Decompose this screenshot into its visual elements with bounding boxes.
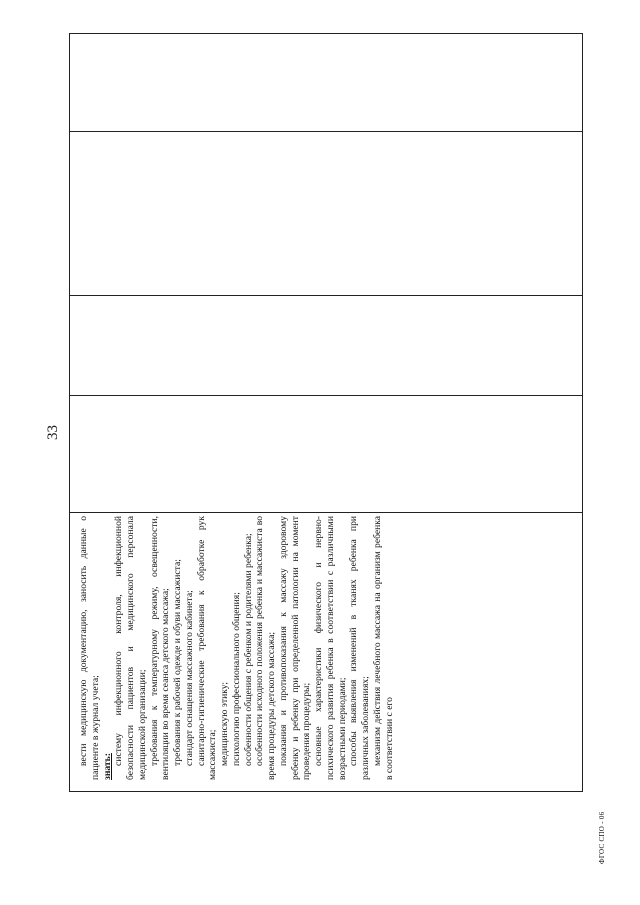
- content-line: медицинскую этику;: [219, 681, 230, 766]
- content-line: вести медицинскую документацию, заносить данные о пациенте в журнал учета;: [78, 516, 101, 780]
- footer-code: ФГОС СПО - 06: [598, 811, 606, 864]
- table-row-divider: [70, 512, 582, 513]
- content-line: основные характеристики физического и нервно-психического развития ребенка в соответствии с различными возрастными периодами;: [313, 516, 348, 780]
- content-line: стандарт оснащения массажного кабинета;: [183, 590, 195, 766]
- content-line: систему инфекционного контроля, инфекционной безопасности пациентов и медицинского персонала медицинской организации;: [113, 516, 148, 780]
- content-line: санитарно-гигиенические требования к обработке рук массажиста;: [195, 516, 219, 780]
- content-line: особенности исходного положения ребенка и массажиста во время процедуры детского массажа;: [254, 516, 277, 780]
- content-line: показания и противопоказания к массажу здоровому ребенку и ребенку при определенной патологии на момент проведения процедуры;: [277, 516, 313, 780]
- competency-description-cell: [78, 516, 574, 780]
- page-number: 33: [45, 425, 61, 440]
- content-line: особенности общения с ребенком и родителями ребенка;: [242, 533, 254, 766]
- table-row-divider: [70, 295, 582, 296]
- table-row-divider: [70, 131, 582, 132]
- content-line: механизм действия лечебного массажа на организм ребенка в соответствии с его: [371, 516, 395, 780]
- content-line: требования к рабочей одежде и обуви массажиста;: [172, 559, 183, 766]
- content-line: способы выявления изменений в тканях ребенка при различных заболеваниях;: [348, 516, 371, 780]
- table-row-divider: [70, 395, 582, 396]
- content-line: требования к температурному режиму, освещенности, вентиляции во время сеанса детского массажа;: [148, 516, 172, 780]
- content-line: психологию профессионального общения;: [230, 592, 242, 766]
- section-label: знать:: [101, 753, 113, 780]
